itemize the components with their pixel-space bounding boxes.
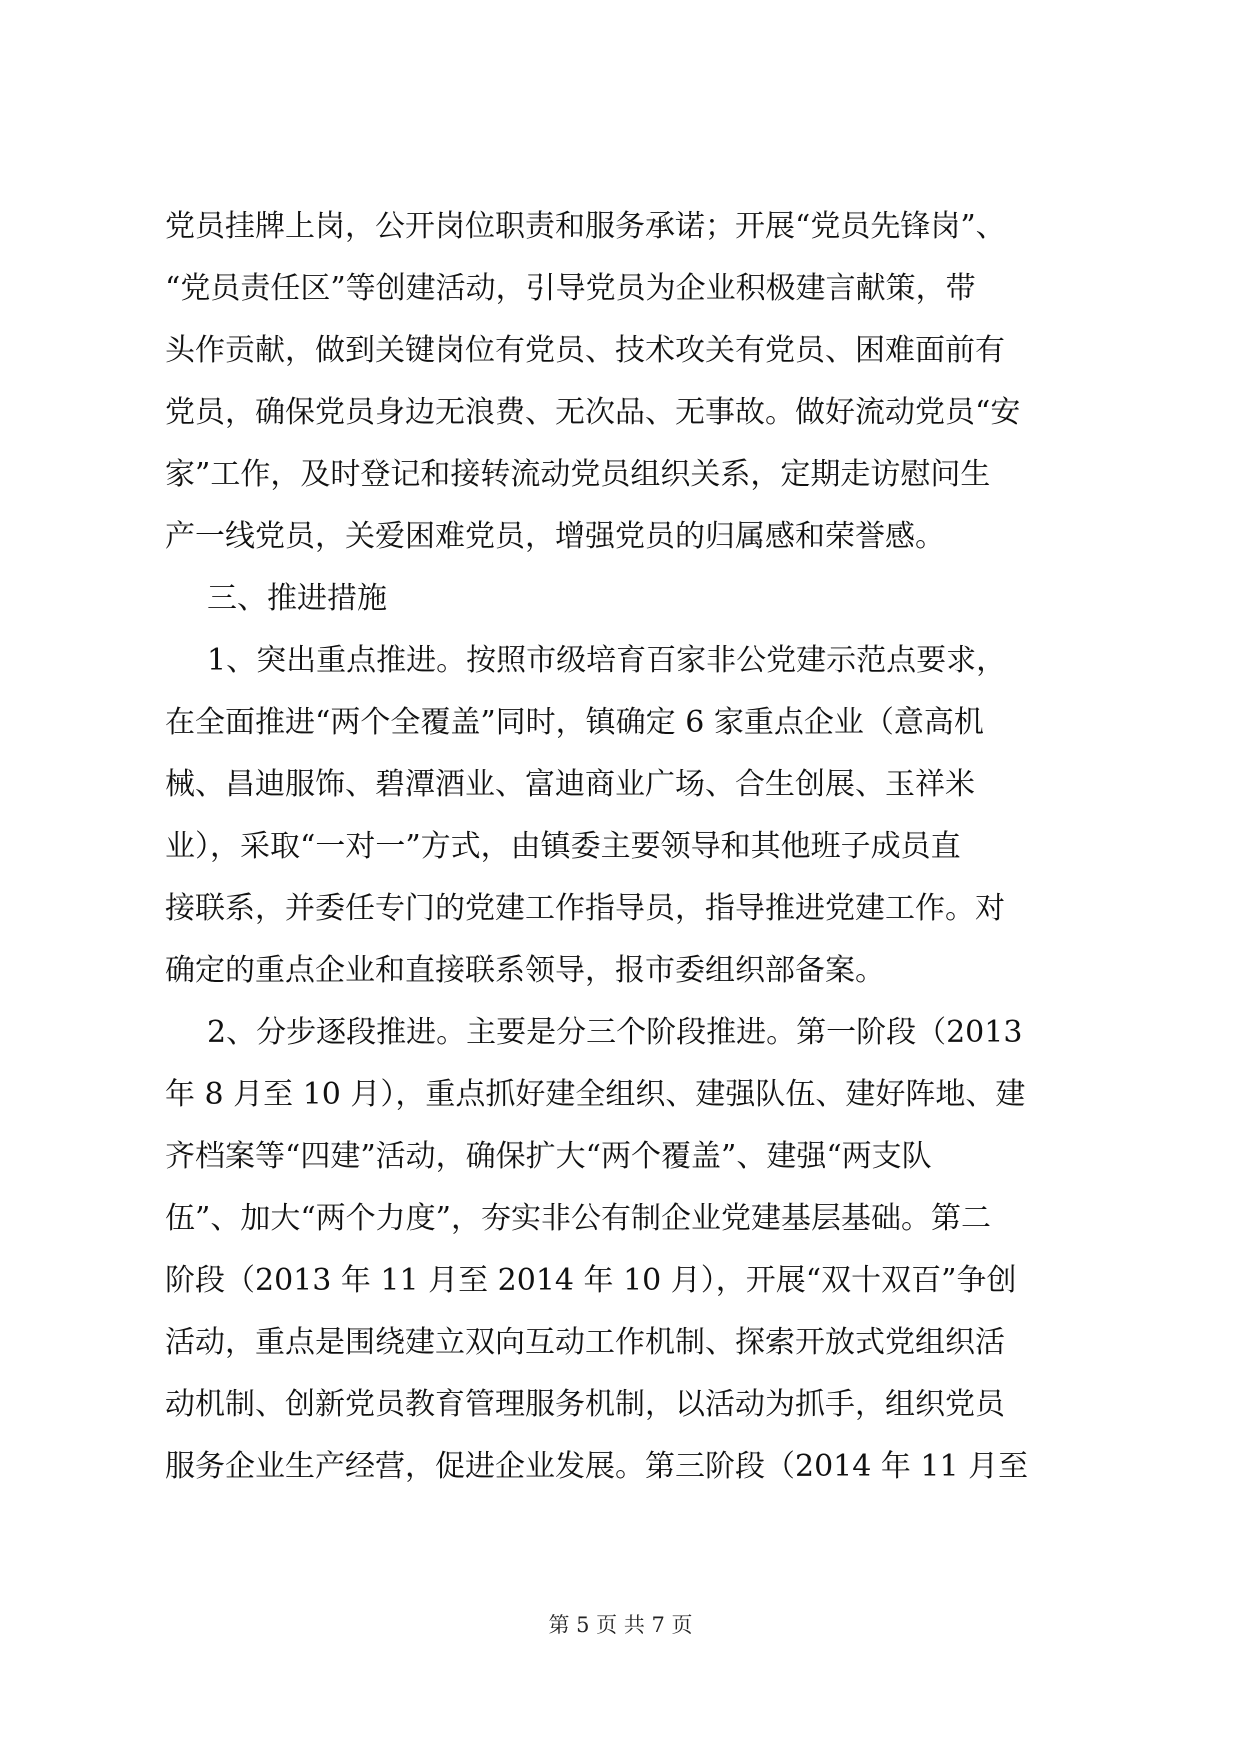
page-footer: 第 5 页 共 7 页 — [548, 1613, 693, 1637]
text-line: 2、分步逐段推进。主要是分三个阶段推进。第一阶段（2013 — [207, 1015, 1023, 1050]
text-line: “党员责任区”等创建活动，引导党员为企业积极建言献策，带 — [165, 271, 976, 306]
text-line: 党员挂牌上岗，公开岗位职责和服务承诺；开展“党员先锋岗”、 — [165, 209, 1006, 244]
text-line: 械、昌迪服饰、碧潭酒业、富迪商业广场、合生创展、玉祥米 — [165, 767, 975, 802]
text-line: 阶段（2013 年 11 月至 2014 年 10 月），开展“双十双百”争创 — [165, 1263, 1017, 1298]
text-line: 业），采取“一对一”方式，由镇委主要领导和其他班子成员直 — [165, 829, 961, 864]
text-line: 活动，重点是围绕建立双向互动工作机制、探索开放式党组织活 — [165, 1325, 1005, 1360]
text-line: 家”工作，及时登记和接转流动党员组织关系，定期走访慰问生 — [165, 457, 991, 492]
text-line: 动机制、创新党员教育管理服务机制，以活动为抓手，组织党员 — [165, 1387, 1005, 1422]
text-line: 确定的重点企业和直接联系领导，报市委组织部备案。 — [165, 953, 885, 988]
text-line: 年 8 月至 10 月），重点抓好建全组织、建强队伍、建好阵地、建 — [165, 1077, 1026, 1112]
text-line: 齐档案等“四建”活动，确保扩大“两个覆盖”、建强“两支队 — [165, 1139, 932, 1174]
text-line: 1、突出重点推进。按照市级培育百家非公党建示范点要求， — [207, 643, 1007, 678]
body-text — [165, 196, 1075, 1498]
text-line: 党员，确保党员身边无浪费、无次品、无事故。做好流动党员“安 — [165, 395, 1021, 430]
text-line: 产一线党员，关爱困难党员，增强党员的归属感和荣誉感。 — [165, 519, 945, 554]
text-line: 在全面推进“两个全覆盖”同时，镇确定 6 家重点企业（意高机 — [165, 705, 984, 740]
section-heading: 三、推进措施 — [207, 581, 387, 616]
text-line: 伍”、加大“两个力度”，夯实非公有制企业党建基层基础。第二 — [165, 1201, 992, 1236]
text-line: 头作贡献，做到关键岗位有党员、技术攻关有党员、困难面前有 — [165, 333, 1005, 368]
text-line: 服务企业生产经营，促进企业发展。第三阶段（2014 年 11 月至 — [165, 1449, 1029, 1484]
text-line: 接联系，并委任专门的党建工作指导员，指导推进党建工作。对 — [165, 891, 1005, 926]
